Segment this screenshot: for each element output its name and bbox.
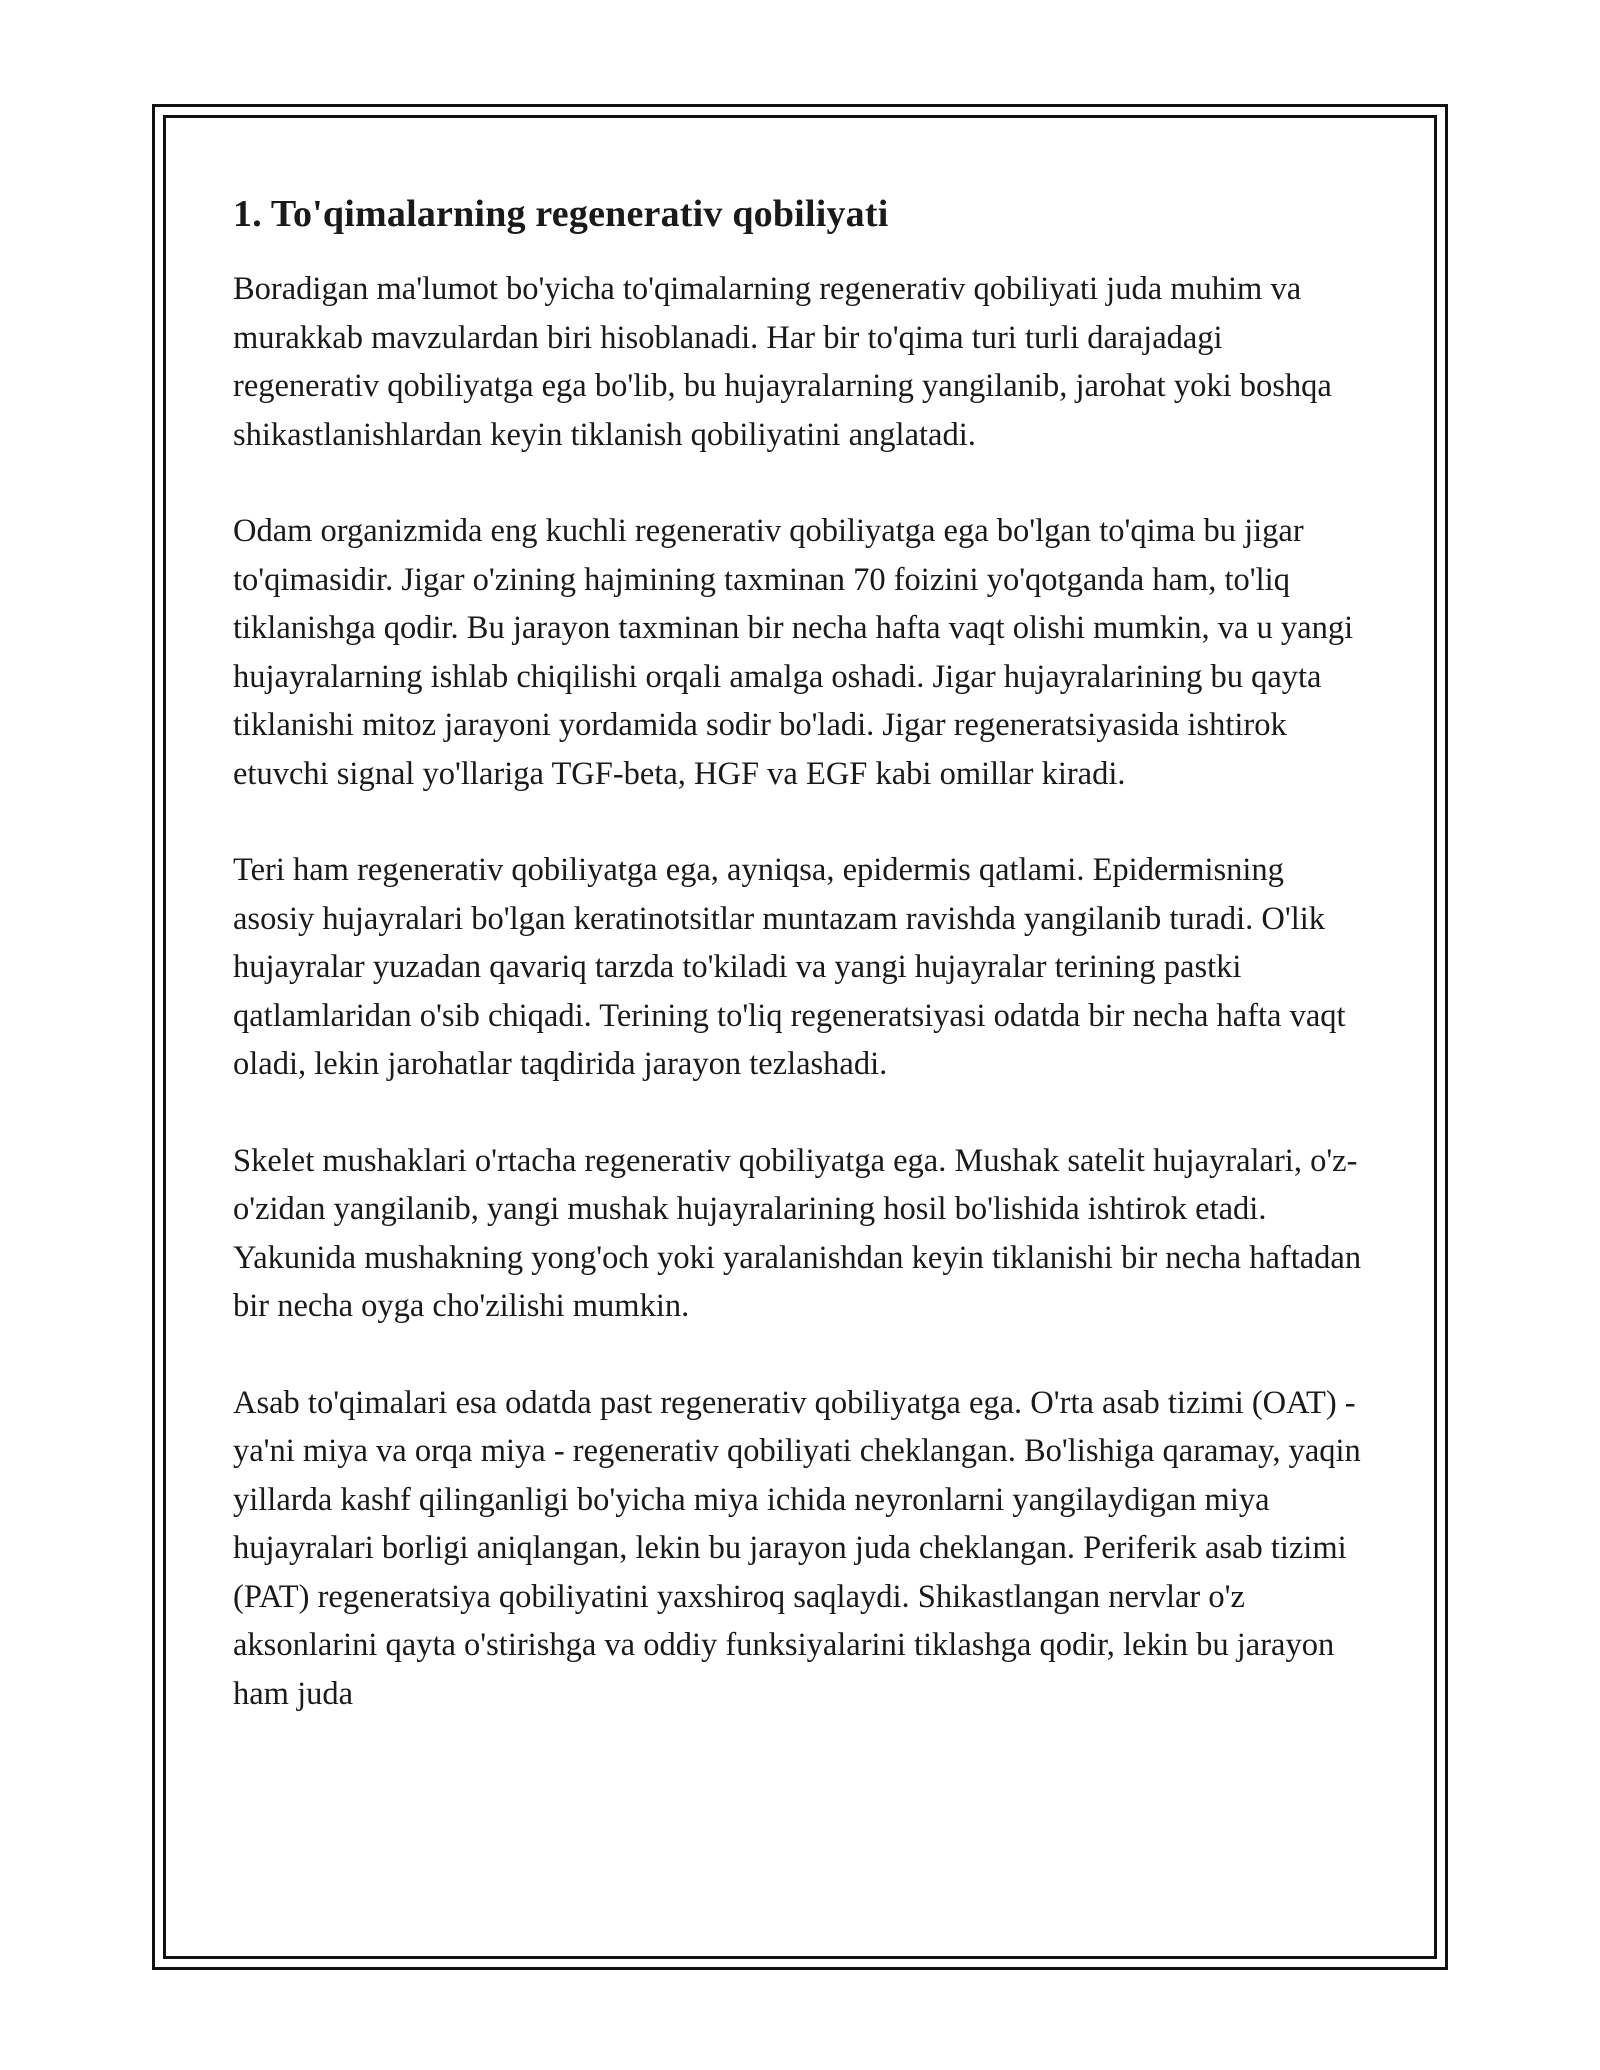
paragraph-skeletal-muscle: Skelet mushaklari o'rtacha regenerativ qobiliyatga ega. Mushak satelit hujayralari, o'z-o'zidan yangilanib, yangi mushak hujayralarining hosil bo'lishida ishtirok etadi. Yakunida mushakning yong'och yoki yaralanishdan keyin tiklanishi bir necha haftadan bir necha oyga cho'zilishi mumkin. <box>233 1142 1362 1324</box>
section-title: 1. To'qimalarning regenerativ qobiliyati <box>233 193 889 235</box>
paragraph-intro: Boradigan ma'lumot bo'yicha to'qimalarning regenerativ qobiliyati juda muhim va murakkab mavzulardan biri hisoblanadi. Har bir to'qima turi turli darajadagi regenerativ qobiliyatga ega bo'lib, bu hujayralarning yangilanib, jarohat yoki boshqa shikastlanishlardan keyin tiklanish qobiliyatini anglatadi. <box>233 271 1332 453</box>
document-body <box>233 190 1373 1718</box>
paragraph-nervous-tissue: Asab to'qimalari esa odatda past regenerativ qobiliyatga ega. O'rta asab tizimi (OAT) - ya'ni miya va orqa miya - regenerativ qobiliyati cheklangan. Bo'lishiga qaramay, yaqin yillarda kashf qilinganligi bo'yicha miya ichida neyronlarni yangilaydigan miya hujayralari borligi aniqlangan, lekin bu jarayon juda cheklangan. Periferik asab tizimi (PAT) regeneratsiya qobiliyatini yaxshiroq saqlaydi. Shikastlangan nervlar o'z aksonlarini qayta o'stirishga va oddiy funksiyalarini tiklashga qodir, lekin bu jarayon ham juda <box>233 1384 1361 1712</box>
paragraph-liver: Odam organizmida eng kuchli regenerativ qobiliyatga ega bo'lgan to'qima bu jigar to'qimasidir. Jigar o'zining hajmining taxminan 70 foizini yo'qotganda ham, to'liq tiklanishga qodir. Bu jarayon taxminan bir necha hafta vaqt olishi mumkin, va u yangi hujayralarning ishlab chiqilishi orqali amalga oshadi. Jigar hujayralarining bu qayta tiklanishi mitoz jarayoni yordamida sodir bo'ladi. Jigar regeneratsiyasida ishtirok etuvchi signal yo'llariga TGF-beta, HGF va EGF kabi omillar kiradi. <box>233 513 1354 792</box>
paragraph-skin: Teri ham regenerativ qobiliyatga ega, ayniqsa, epidermis qatlami. Epidermisning asosiy hujayralari bo'lgan keratinotsitlar muntazam ravishda yangilanib turadi. O'lik hujayralar yuzadan qavariq tarzda to'kiladi va yangi hujayralar terining pastki qatlamlaridan o'sib chiqadi. Terining to'liq regeneratsiyasi odatda bir necha hafta vaqt oladi, lekin jarohatlar taqdirida jarayon tezlashadi. <box>233 852 1346 1082</box>
